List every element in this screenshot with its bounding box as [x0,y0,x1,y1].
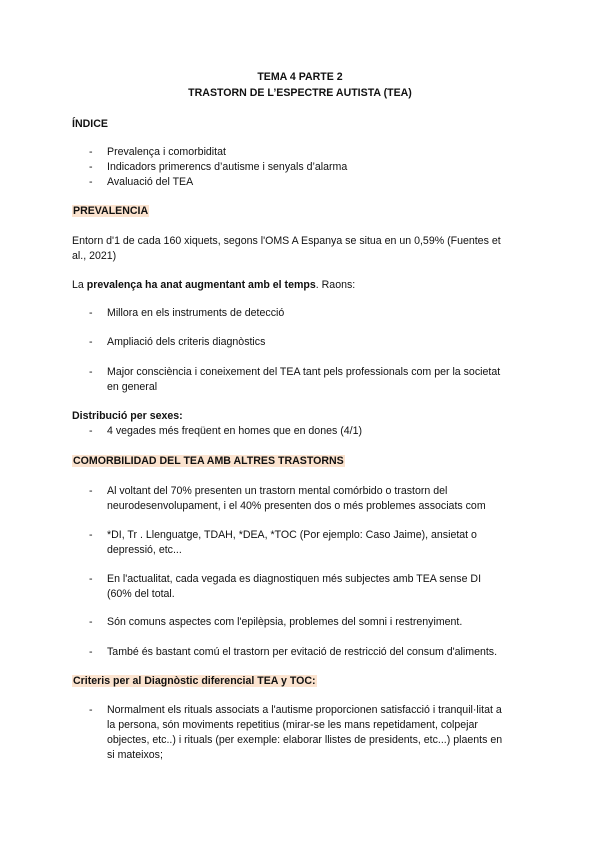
prevalence-paragraph-line-1: Entorn d'1 de cada 160 xiquets, segons l'OMS A Espanya se situa en un 0,59% (Fuentes et [72,235,501,247]
header-line-1: TEMA 4 PARTE 2 [257,71,343,83]
index-item: Prevalença i comorbiditat [107,146,226,158]
criteria-item-line-1: Normalment els rituals associats a l'autisme proporcionen satisfacció i tranquil·litat a [107,704,502,716]
reasons-bold: prevalença ha anat augmentant amb el temps [86,279,316,291]
bullet-dash: - [89,307,93,319]
reason-item-line-2: en general [107,381,158,393]
section-heading-highlight: COMORBILIDAD DEL TEA AMB ALTRES TRASTORNS [73,455,344,467]
criteria-item-line-4: si mateixos; [107,749,163,761]
bullet-dash: - [89,646,93,658]
comorbidity-item-2-line-2: depressió, etc... [107,544,182,556]
section-title-criteria [72,674,317,690]
sex-distribution-item: 4 vegades més freqüent en homes que en dones (4/1) [107,425,363,437]
bullet-dash: - [89,616,93,628]
index-item: Indicadors primerencs d’autisme i senyals d’alarma [107,161,348,173]
bullet-dash: - [89,425,93,437]
section-heading-highlight: PREVALENCIA [73,205,149,217]
bullet-dash: - [89,161,93,173]
bullet-dash: - [89,704,93,716]
criteria-item-line-2: la persona, són moviments repetitius (mirar-se les mans repetidament, colpejar [107,719,478,731]
comorbidity-item-5: També és bastant comú el trastorn per evitació de restricció del consum d'aliments. [107,646,498,658]
reasons-prefix: La [72,279,87,291]
header-line-2: TRASTORN DE L’ESPECTRE AUTISTA (TEA) [188,87,412,99]
bullet-dash: - [89,366,93,378]
section-heading-highlight: Criteris per al Diagnòstic diferencial TEA y TOC: [73,675,316,687]
index-title: ÍNDICE [72,118,108,130]
reason-item: Ampliació dels criteris diagnòstics [107,336,266,348]
bullet-dash: - [89,336,93,348]
criteria-item-line-3: objectes, etc..) i rituals (per exemple: elaborar llistes de presidents, etc...) plaents en [107,734,503,746]
comorbidity-item-2-line-1: *DI, Tr . Llenguatge, TDAH, *DEA, *TOC (Por ejemplo: Caso Jaime), ansietat o [107,529,477,541]
comorbidity-item-1-line-1: Al voltant del 70% presenten un trastorn mental comórbido o trastorn del [107,485,448,497]
comorbidity-item-3-line-2: (60% del total. [107,588,175,600]
reasons-intro [72,278,532,294]
sex-distribution-title: Distribució per sexes: [72,410,183,422]
comorbidity-item-3-line-1: En l'actualitat, cada vegada es diagnostiquen més subjectes amb TEA sense DI [107,573,482,585]
reason-item: Millora en els instruments de detecció [107,307,285,319]
prevalence-paragraph-line-2: al., 2021) [72,250,117,262]
bullet-dash: - [89,485,93,497]
reason-item-line-1: Major consciència i coneixement del TEA tant pels professionals com per la societat [107,366,501,378]
reasons-suffix: . Raons: [315,279,356,291]
comorbidity-item-1-line-2: neurodesenvolupament, i el 40% presenten dos o més problemes associats com [107,500,486,512]
bullet-dash: - [89,176,93,188]
section-title-prevalencia [72,204,149,220]
section-title-comorbidity [72,454,345,470]
comorbidity-item-4: Són comuns aspectes com l'epilèpsia, problemes del somni i restrenyiment. [107,616,463,628]
bullet-dash: - [89,146,93,158]
bullet-dash: - [89,573,93,585]
bullet-dash: - [89,529,93,541]
index-item: Avaluació del TEA [107,176,194,188]
